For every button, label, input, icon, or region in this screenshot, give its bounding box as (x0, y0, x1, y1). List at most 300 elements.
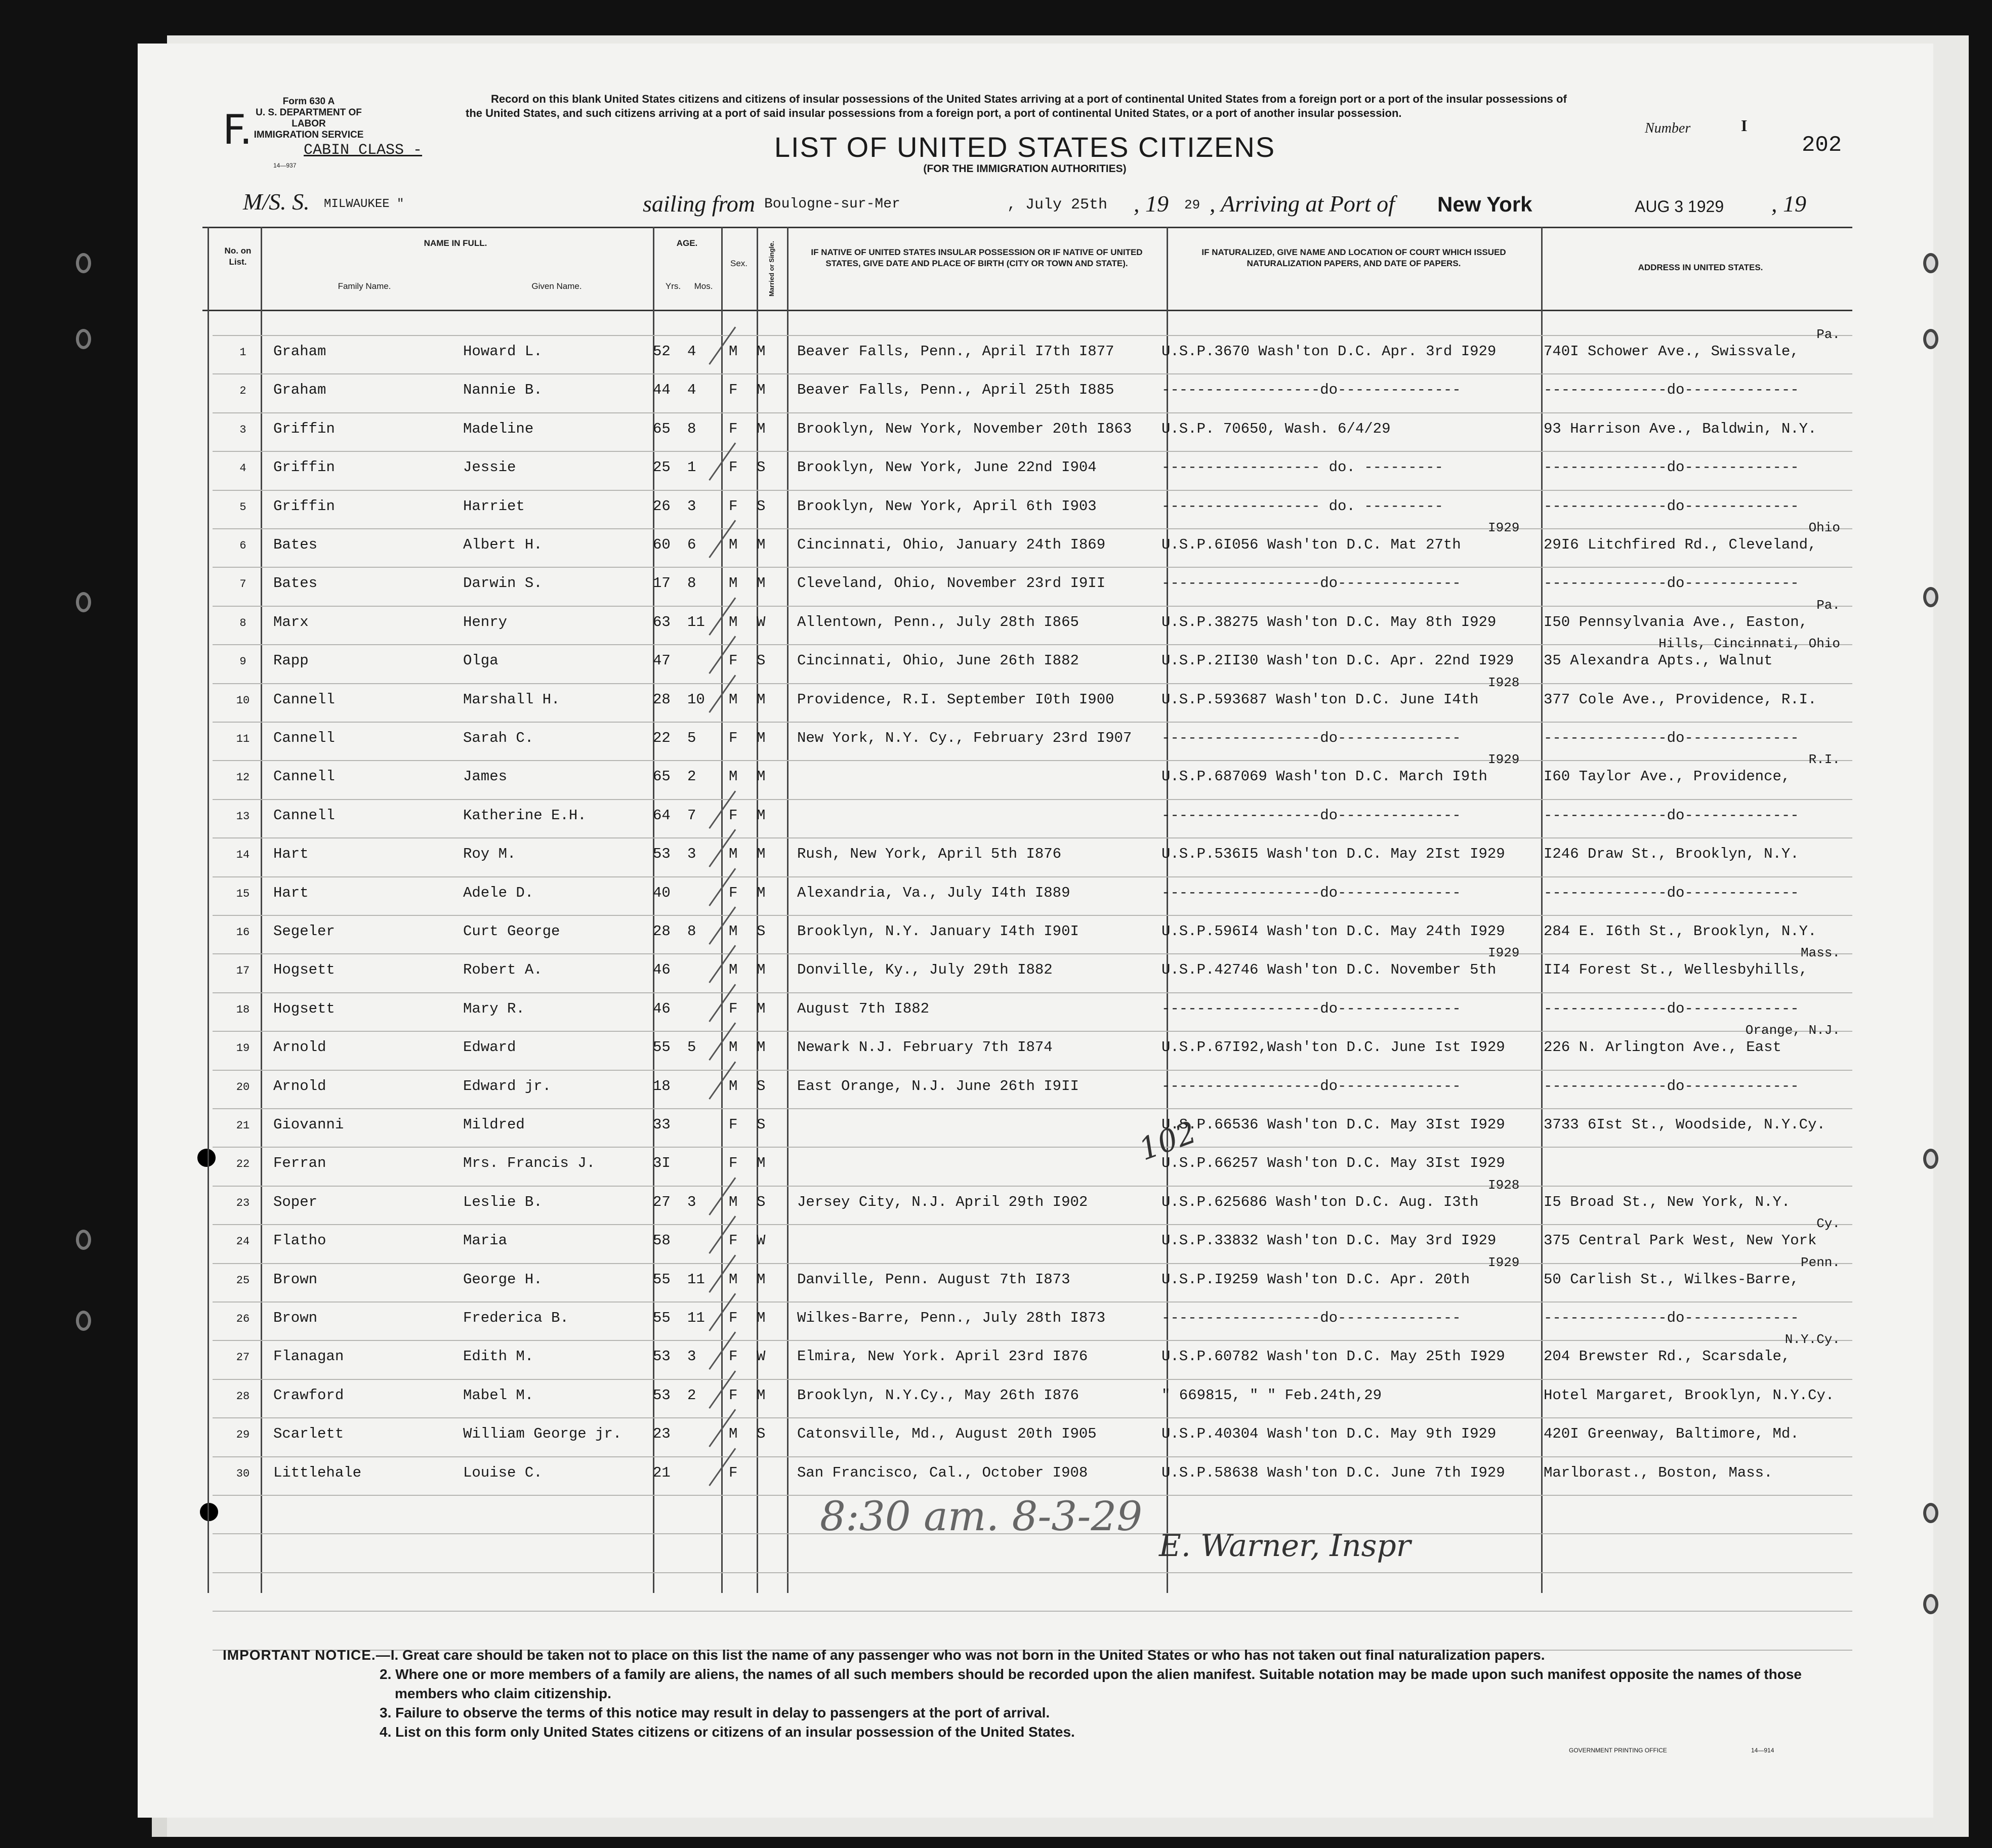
age-years: 53 (653, 1348, 671, 1365)
port-of-arrival: New York (1437, 192, 1532, 216)
table-row (0, 880, 1992, 919)
age-years: 21 (653, 1464, 671, 1481)
sex: F (729, 1155, 738, 1172)
naturalization-info: ------------------ do. --------- (1161, 497, 1443, 515)
naturalization-info: U.S.P.38275 Wash'ton D.C. May 8th I929 (1161, 613, 1497, 631)
voyage-line (0, 188, 1992, 229)
us-address: 3733 6Ist St., Woodside, N.Y.Cy. (1544, 1116, 1825, 1133)
row-number: 30 (236, 1467, 250, 1480)
birth-info: Wilkes-Barre, Penn., July 28th I873 (797, 1310, 1106, 1326)
family-name: Griffin (273, 420, 335, 437)
address-continuation: Orange, N.J. (1745, 1023, 1840, 1038)
family-name: Brown (273, 1310, 318, 1326)
family-name: Bates (273, 536, 318, 553)
age-months: 1 (687, 459, 696, 476)
given-name: Adele D. (463, 884, 534, 901)
important-notice (223, 1646, 1822, 1742)
table-row (0, 1421, 1992, 1460)
age-months: 6 (687, 536, 696, 553)
birth-info: Elmira, New York. April 23rd I876 (797, 1348, 1088, 1365)
us-address: --------------do------------- (1544, 575, 1799, 592)
sex: F (729, 420, 738, 437)
age-months: 3 (687, 1193, 696, 1210)
table-row (0, 945, 1992, 996)
birth-info: Jersey City, N.J. April 29th I902 (797, 1193, 1088, 1210)
col-no-header: No. on List. (224, 246, 252, 267)
marital-status: S (757, 459, 766, 476)
us-address: 204 Brewster Rd., Scarsdale, (1544, 1348, 1791, 1365)
table-row (0, 571, 1992, 609)
family-name: Crawford (273, 1387, 344, 1404)
sex: F (729, 382, 738, 399)
family-name: Hart (273, 884, 309, 901)
table-row (0, 1177, 1992, 1228)
naturalization-year-note: I929 (1488, 945, 1520, 961)
us-address: I50 Pennsylvania Ave., Easton, (1544, 613, 1808, 631)
family-name: Ferran (273, 1155, 326, 1172)
given-name: Harriet (463, 497, 525, 515)
given-name: Mildred (463, 1116, 525, 1133)
sex: M (729, 846, 738, 863)
given-name: Sarah C. (463, 730, 534, 746)
family-name: Littlehale (273, 1464, 362, 1481)
birth-info: Danville, Penn. August 7th I873 (797, 1271, 1070, 1288)
naturalization-info: ------------------do-------------- (1161, 1077, 1461, 1095)
us-address: 375 Central Park West, New York (1544, 1232, 1817, 1249)
punch-hole (1923, 1594, 1938, 1614)
sex: F (729, 884, 738, 901)
sex: F (729, 459, 738, 476)
arrival-date-stamp: AUG 3 1929 (1635, 197, 1724, 216)
age-months: 10 (687, 691, 705, 708)
row-number: 23 (236, 1196, 250, 1209)
family-name: Hogsett (273, 961, 335, 979)
marital-status: M (757, 420, 766, 437)
table-row (0, 416, 1992, 455)
table-row (0, 726, 1992, 764)
us-address: 284 E. I6th St., Brooklyn, N.Y. (1544, 923, 1817, 940)
naturalization-year-note: I929 (1488, 1254, 1520, 1270)
row-number: 17 (236, 964, 250, 978)
marital-status: M (757, 343, 766, 360)
age-months: 3 (687, 846, 696, 863)
row-number: 15 (236, 887, 250, 900)
given-name: Darwin S. (463, 575, 543, 592)
ruled-line (213, 335, 1852, 336)
col-name-header: NAME IN FULL. (424, 238, 487, 248)
sex: M (729, 1039, 738, 1056)
naturalization-info: ------------------do-------------- (1161, 807, 1461, 824)
family-name: Flatho (273, 1232, 326, 1249)
form-number: Form 630 A (282, 96, 335, 107)
naturalization-info: U.S.P.I9259 Wash'ton D.C. Apr. 20th (1161, 1271, 1470, 1288)
sex: F (729, 1310, 738, 1326)
age-months: 4 (687, 382, 696, 399)
age-years: 33 (653, 1116, 671, 1133)
margin-handwritten-number: 102 (1134, 1114, 1201, 1168)
birth-info: San Francisco, Cal., October I908 (797, 1464, 1088, 1481)
us-address: --------------do------------- (1544, 807, 1799, 824)
arrival-year-label: , 19 (1771, 191, 1806, 217)
birth-info: Rush, New York, April 5th I876 (797, 846, 1062, 863)
age-months: 5 (687, 730, 696, 746)
naturalization-info: U.S.P.66257 Wash'ton D.C. May 3Ist I929 (1161, 1155, 1505, 1172)
birth-info: Brooklyn, New York, April 6th I903 (797, 497, 1097, 515)
birth-info: Brooklyn, N.Y. January I4th I90I (797, 923, 1079, 940)
age-months: 2 (687, 768, 696, 785)
record-instructions: Record on this blank United States citizens and citizens of insular possessions of the United States arriving at a port of continental United States from a foreign port or a port of the insular possessions of the United States, and such citizens arriving at a port of said insular possessions from a foreign port, a port of continental United States, or a port of another insular possession. (466, 93, 1567, 119)
family-name: Brown (273, 1271, 318, 1288)
birth-info: Brooklyn, N.Y.Cy., May 26th I876 (797, 1387, 1079, 1404)
naturalization-info: U.S.P.40304 Wash'ton D.C. May 9th I929 (1161, 1425, 1497, 1443)
age-years: 55 (653, 1310, 671, 1326)
marital-status: W (757, 613, 766, 631)
table-top-rule (202, 227, 1852, 228)
sex: M (729, 613, 738, 631)
naturalization-info: U.S.P.593687 Wash'ton D.C. June I4th (1161, 691, 1479, 708)
us-address: 377 Cole Ave., Providence, R.I. (1544, 691, 1817, 708)
age-years: 3I (653, 1155, 671, 1172)
number-label: Number (1645, 120, 1691, 136)
table-row (0, 636, 1992, 687)
col-sex-header: Sex. (730, 259, 748, 268)
marital-status: S (757, 1116, 766, 1133)
age-years: 26 (653, 497, 671, 515)
given-name: James (463, 768, 508, 785)
age-months: 2 (687, 1387, 696, 1404)
row-number: 18 (236, 1003, 250, 1016)
col-naturalized-header: IF NATURALIZED, GIVE NAME AND LOCATION OF COURT WHICH ISSUED NATURALIZATION PAPERS, AND DATE OF PAPERS. (1201, 247, 1506, 268)
birth-info: Donville, Ky., July 29th I882 (797, 961, 1053, 979)
family-name: Scarlett (273, 1425, 344, 1443)
notice-item (223, 1646, 1822, 1665)
sailing-from-label: sailing from (643, 191, 755, 217)
naturalization-info: ------------------do-------------- (1161, 382, 1461, 399)
row-number: 5 (239, 500, 246, 514)
us-address: 740I Schower Ave., Swissvale, (1544, 343, 1799, 360)
age-months: 8 (687, 575, 696, 592)
birth-info: Alexandria, Va., July I4th I889 (797, 884, 1070, 901)
naturalization-year-note: I928 (1488, 1177, 1520, 1193)
age-years: 18 (653, 1077, 671, 1095)
row-number: 27 (236, 1351, 250, 1364)
sex: F (729, 652, 738, 669)
col-yrs-header: Yrs. (665, 281, 681, 291)
given-name: Marshall H. (463, 691, 560, 708)
family-name: Rapp (273, 652, 309, 669)
marital-status: S (757, 497, 766, 515)
given-name: Olga (463, 652, 499, 669)
punch-hole (200, 1503, 218, 1521)
age-years: 46 (653, 961, 671, 979)
age-years: 58 (653, 1232, 671, 1249)
marital-status: M (757, 1000, 766, 1017)
marital-status: S (757, 1425, 766, 1443)
table-row (0, 1216, 1992, 1267)
table-row (0, 1254, 1992, 1306)
age-years: 27 (653, 1193, 671, 1210)
marital-status: S (757, 1193, 766, 1210)
table-row (0, 1383, 1992, 1421)
row-number: 2 (239, 385, 246, 398)
notice-item-1: I. Great care should be taken not to place on this list the name of any passenger who was not born in the United States or who has not taken out final naturalization papers. (390, 1647, 1545, 1663)
punch-hole (1923, 1503, 1938, 1523)
header-bottom-rule (202, 310, 1852, 311)
birth-info: Cincinnati, Ohio, January 24th I869 (797, 536, 1106, 553)
family-name: Giovanni (273, 1116, 344, 1133)
us-address: I246 Draw St., Brooklyn, N.Y. (1544, 846, 1799, 863)
address-continuation: N.Y.Cy. (1784, 1332, 1840, 1348)
marital-status: M (757, 730, 766, 746)
table-row (0, 803, 1992, 842)
birth-info: Newark N.J. February 7th I874 (797, 1039, 1053, 1056)
marital-status: M (757, 575, 766, 592)
given-name: Edward jr. (463, 1077, 552, 1095)
given-name: Henry (463, 613, 508, 631)
given-name: Albert H. (463, 536, 543, 553)
given-name: Edward (463, 1039, 516, 1056)
row-number: 19 (236, 1042, 250, 1055)
naturalization-year-note: I928 (1488, 675, 1520, 690)
marital-status: W (757, 1232, 766, 1249)
family-name: Bates (273, 575, 318, 592)
naturalization-info: U.S.P.625686 Wash'ton D.C. Aug. I3th (1161, 1193, 1479, 1210)
naturalization-info: U.S.P.60782 Wash'ton D.C. May 25th I929 (1161, 1348, 1505, 1365)
year-suffix: 29 (1184, 197, 1200, 213)
sex: F (729, 1348, 738, 1365)
ship-prefix: M/S. S. (243, 189, 310, 215)
marital-status: M (757, 884, 766, 901)
row-number: 14 (236, 849, 250, 862)
given-name: Katherine E.H. (463, 807, 587, 824)
number-value: I (1741, 116, 1748, 135)
service: IMMIGRATION SERVICE (254, 130, 364, 140)
us-address: --------------do------------- (1544, 1310, 1799, 1326)
row-number: 1 (239, 346, 246, 359)
family-name: Flanagan (273, 1348, 344, 1365)
ruled-line (213, 1572, 1852, 1573)
naturalization-info: U.S.P.42746 Wash'ton D.C. November 5th (1161, 961, 1497, 979)
table-row (0, 520, 1992, 571)
marital-status: M (757, 1387, 766, 1404)
age-months: 11 (687, 1271, 705, 1288)
age-months: 5 (687, 1039, 696, 1056)
ship-name: MILWAUKEE " (324, 197, 404, 211)
marital-status: S (757, 1077, 766, 1095)
row-number: 7 (239, 578, 246, 591)
table-row (0, 752, 1992, 803)
sex: M (729, 343, 738, 360)
marital-status: W (757, 1348, 766, 1365)
us-address: 29I6 Litchfired Rd., Cleveland, (1544, 536, 1817, 553)
us-address: --------------do------------- (1544, 884, 1799, 901)
row-number: 9 (239, 655, 246, 668)
given-name: George H. (463, 1271, 543, 1288)
birth-info: Beaver Falls, Penn., April 25th I885 (797, 382, 1114, 399)
birth-info: Beaver Falls, Penn., April I7th I877 (797, 343, 1114, 360)
given-name: Madeline (463, 420, 534, 437)
us-address: --------------do------------- (1544, 382, 1799, 399)
naturalization-info: U.S.P.66536 Wash'ton D.C. May 3Ist I929 (1161, 1116, 1505, 1133)
notice-item-2: 2. Where one or more members of a family are aliens, the names of all such members should be recorded upon the alien manifest. Suitable notation may be made upon such manifest opposite the names of those members who claim citizenship. (380, 1666, 1802, 1701)
naturalization-year-note: I929 (1488, 520, 1520, 535)
given-name: Mabel M. (463, 1387, 534, 1404)
age-years: 44 (653, 382, 671, 399)
sex: M (729, 923, 738, 940)
naturalization-info: ------------------do-------------- (1161, 730, 1461, 746)
address-continuation: Pa. (1816, 327, 1840, 342)
us-address: 420I Greenway, Baltimore, Md. (1544, 1425, 1799, 1443)
year-prefix: , 19 (1134, 191, 1169, 217)
marital-status: M (757, 1271, 766, 1288)
us-address: II4 Forest St., Wellesbyhills, (1544, 961, 1808, 979)
col-age-header: AGE. (676, 238, 698, 248)
table-row (0, 455, 1992, 493)
marital-status: S (757, 652, 766, 669)
inspector-signature: E. Warner, Inspr (1159, 1528, 1411, 1564)
page-subtitle: (FOR THE IMMIGRATION AUTHORITIES) (923, 163, 1127, 175)
col-address-header: ADDRESS IN UNITED STATES. (1638, 263, 1763, 272)
age-years: 40 (653, 884, 671, 901)
us-address: I60 Taylor Ave., Providence, (1544, 768, 1791, 785)
given-name: Maria (463, 1232, 508, 1249)
naturalization-info: U.S.P.687069 Wash'ton D.C. March I9th (1161, 768, 1487, 785)
print-code: 14—937 (273, 162, 297, 169)
given-name: Leslie B. (463, 1193, 543, 1210)
margin-mark: F. (223, 106, 253, 153)
table-row (0, 377, 1992, 416)
sex: F (729, 1464, 738, 1481)
age-months: 3 (687, 1348, 696, 1365)
marital-status: M (757, 691, 766, 708)
given-name: Robert A. (463, 961, 543, 979)
family-name: Griffin (273, 459, 335, 476)
us-address: 93 Harrison Ave., Baldwin, N.Y. (1544, 420, 1817, 437)
age-years: 60 (653, 536, 671, 553)
row-number: 3 (239, 423, 246, 436)
table-row (0, 842, 1992, 880)
row-number: 12 (236, 771, 250, 784)
row-number: 22 (236, 1158, 250, 1171)
sex: F (729, 1000, 738, 1017)
family-name: Cannell (273, 768, 335, 785)
table-row (0, 1151, 1992, 1189)
handwritten-timestamp: 8:30 am. 8-3-29 (820, 1493, 1143, 1540)
table-row (0, 327, 1992, 377)
sex: M (729, 575, 738, 592)
us-address: --------------do------------- (1544, 459, 1799, 476)
family-name: Cannell (273, 691, 335, 708)
printer-code: 14—914 (1751, 1747, 1774, 1754)
us-address: --------------do------------- (1544, 497, 1799, 515)
naturalization-info: U.S.P.2II30 Wash'ton D.C. Apr. 22nd I929 (1161, 652, 1514, 669)
marital-status: M (757, 807, 766, 824)
given-name: Nannie B. (463, 382, 543, 399)
naturalization-info: U.S.P.67I92,Wash'ton D.C. June Ist I929 (1161, 1039, 1505, 1056)
marital-status: M (757, 846, 766, 863)
row-number: 11 (236, 733, 250, 745)
punch-hole (1923, 253, 1938, 273)
address-continuation: Pa. (1816, 597, 1840, 613)
age-years: 28 (653, 923, 671, 940)
family-name: Arnold (273, 1077, 326, 1095)
table-row (0, 1112, 1992, 1151)
naturalization-year-note: I929 (1488, 752, 1520, 768)
address-continuation: Ohio (1808, 520, 1840, 535)
row-number: 28 (236, 1390, 250, 1403)
sailing-from: Boulogne-sur-Mer (764, 196, 900, 212)
table-row (0, 1023, 1992, 1073)
sex: M (729, 536, 738, 553)
cabin-class: CABIN CLASS - (304, 142, 423, 159)
printer-name: GOVERNMENT PRINTING OFFICE (1569, 1747, 1667, 1754)
age-years: 47 (653, 652, 671, 669)
family-name: Cannell (273, 807, 335, 824)
col-family-header: Family Name. (338, 281, 391, 291)
given-name: Roy M. (463, 846, 516, 863)
address-continuation: Hills, Cincinnati, Ohio (1658, 636, 1840, 652)
department: U. S. DEPARTMENT OF LABOR (256, 107, 362, 129)
col-given-header: Given Name. (531, 281, 582, 291)
us-address: I5 Broad St., New York, N.Y. (1544, 1193, 1791, 1210)
age-years: 17 (653, 575, 671, 592)
notice-lead: IMPORTANT NOTICE.— (223, 1647, 391, 1663)
row-number: 16 (236, 926, 250, 939)
birth-info: Cleveland, Ohio, November 23rd I9II (797, 575, 1106, 592)
marital-status: M (757, 961, 766, 979)
age-months: 4 (687, 343, 696, 360)
sex: F (729, 497, 738, 515)
given-name: Jessie (463, 459, 516, 476)
marital-status: S (757, 923, 766, 940)
age-years: 23 (653, 1425, 671, 1443)
row-number: 26 (236, 1313, 250, 1325)
col-birth-header: IF NATIVE OF UNITED STATES INSULAR POSSESSION OR IF NATIVE OF UNITED STATES, GIVE DATE AND PLACE OF BIRTH (CITY OR TOWN AND STATE). (811, 247, 1143, 268)
sex: F (729, 1232, 738, 1249)
table-row (0, 919, 1992, 957)
us-address: Hotel Margaret, Brooklyn, N.Y.Cy. (1544, 1387, 1835, 1404)
family-name: Graham (273, 343, 326, 360)
table-row (0, 1306, 1992, 1344)
sex: F (729, 730, 738, 746)
sex: F (729, 1387, 738, 1404)
row-number: 29 (236, 1429, 250, 1442)
birth-info: East Orange, N.J. June 26th I9II (797, 1077, 1079, 1095)
naturalization-info: ------------------do-------------- (1161, 1310, 1461, 1326)
punch-hole (76, 253, 91, 273)
age-years: 55 (653, 1271, 671, 1288)
table-row (0, 675, 1992, 726)
sex: M (729, 1425, 738, 1443)
naturalization-info: U.S.P.58638 Wash'ton D.C. June 7th I929 (1161, 1464, 1505, 1481)
marital-status: M (757, 768, 766, 785)
table-row (0, 1332, 1992, 1382)
naturalization-info: U.S.P.3670 Wash'ton D.C. Apr. 3rd I929 (1161, 343, 1497, 360)
naturalization-info: ------------------do-------------- (1161, 884, 1461, 901)
age-years: 55 (653, 1039, 671, 1056)
address-continuation: Mass. (1800, 945, 1840, 961)
row-number: 20 (236, 1080, 250, 1094)
birth-info: Cincinnati, Ohio, June 26th I882 (797, 652, 1079, 669)
notice-item-3: 3. Failure to observe the terms of this notice may result in delay to passengers at the port of arrival. (380, 1705, 1050, 1720)
row-number: 6 (239, 539, 246, 552)
age-years: 64 (653, 807, 671, 824)
given-name: Edith M. (463, 1348, 534, 1365)
col-married-header: Married or Single. (768, 241, 775, 297)
age-months: 11 (687, 613, 705, 631)
naturalization-info: ------------------do-------------- (1161, 1000, 1461, 1017)
age-years: 25 (653, 459, 671, 476)
